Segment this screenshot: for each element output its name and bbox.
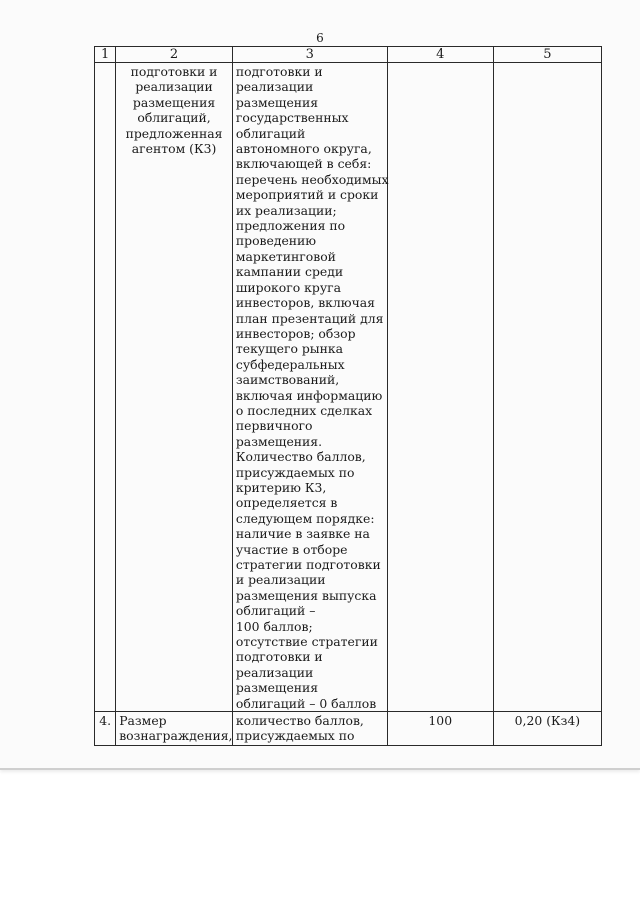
row4-criterion-description [232, 712, 387, 746]
text-line: реализации [235, 79, 314, 95]
text-line: заимствований, [235, 372, 340, 388]
text-line: вознаграждения, [119, 728, 233, 744]
text-line: предложенная [125, 125, 223, 141]
text-line: присуждаемых по [235, 728, 355, 744]
text-line: широкого круга [235, 279, 341, 295]
header-col-5: 5 [493, 47, 601, 63]
table-row [95, 63, 602, 712]
criteria-table [94, 46, 602, 746]
text-line: участие в отборе [235, 541, 348, 557]
row4-criterion-name [116, 712, 233, 746]
text-line: присуждаемых по [235, 464, 355, 480]
row3-criterion-description [232, 63, 387, 712]
row4-weight: 0,20 (Кз4) [493, 712, 601, 746]
text-line: агентом (К3) [131, 141, 217, 157]
text-line: включающей в себя: [235, 156, 372, 172]
row4-max-score: 100 [387, 712, 493, 746]
text-line: их реализации; [235, 202, 337, 218]
text-line: стратегии подготовки [235, 557, 381, 572]
text-line: размещения. [235, 433, 323, 449]
text-line: перечень необходимых [235, 171, 389, 187]
row3-col1 [95, 63, 116, 712]
table-row [95, 712, 602, 746]
text-line: подготовки и [235, 64, 323, 79]
text-line: план презентаций для [235, 310, 384, 326]
text-line: автономного округа, [235, 141, 372, 157]
text-line: субфедеральных [235, 356, 345, 372]
text-line: количество баллов, [235, 713, 364, 729]
text-line: следующем порядке: [235, 510, 375, 526]
text-line: Размер [119, 713, 167, 729]
text-line: облигаций, [137, 110, 211, 126]
text-line: реализации [235, 664, 314, 680]
text-line: и реализации [235, 572, 326, 588]
row3-weight [493, 63, 601, 712]
text-line: Количество баллов, [235, 449, 366, 465]
text-line: о последних сделках [235, 402, 373, 418]
text-line: размещения [235, 94, 319, 110]
text-line: первичного [235, 418, 313, 434]
text-line: облигаций – [235, 603, 316, 619]
text-line: облигаций [235, 125, 306, 141]
text-line: подготовки и [130, 64, 218, 79]
text-line: инвесторов, включая [235, 295, 375, 311]
text-line: определяется в [235, 495, 338, 511]
text-line: мероприятий и сроки [235, 187, 379, 203]
row3-criterion-name [116, 63, 233, 712]
page-number: 6 [316, 31, 324, 45]
header-col-3: 3 [232, 47, 387, 63]
text-line: маркетинговой [235, 248, 336, 264]
text-line: включая информацию [235, 387, 383, 403]
text-line: размещения [132, 94, 216, 110]
header-col-2: 2 [116, 47, 233, 63]
text-line: критерию К3, [235, 479, 327, 495]
text-line: подготовки и [235, 649, 323, 665]
text-line: проведению [235, 233, 317, 249]
text-line: 100 баллов; [235, 618, 313, 634]
text-line: размещения [235, 680, 319, 696]
header-col-4: 4 [387, 47, 493, 63]
table-header-row [95, 47, 602, 63]
text-line: инвесторов; обзор [235, 325, 356, 341]
row4-number: 4. [95, 712, 116, 746]
text-line: облигаций – 0 баллов [235, 695, 377, 711]
row3-max-score [387, 63, 493, 712]
text-line: реализации [135, 79, 213, 95]
text-line: отсутствие стратегии [235, 634, 378, 650]
text-line: государственных [235, 110, 349, 126]
header-col-1: 1 [95, 47, 116, 63]
text-line: наличие в заявке на [235, 526, 370, 542]
text-line: предложения по [235, 218, 346, 234]
text-line: размещения выпуска [235, 587, 377, 603]
text-line: кампании среди [235, 264, 344, 280]
text-line: текущего рынка [235, 341, 344, 357]
